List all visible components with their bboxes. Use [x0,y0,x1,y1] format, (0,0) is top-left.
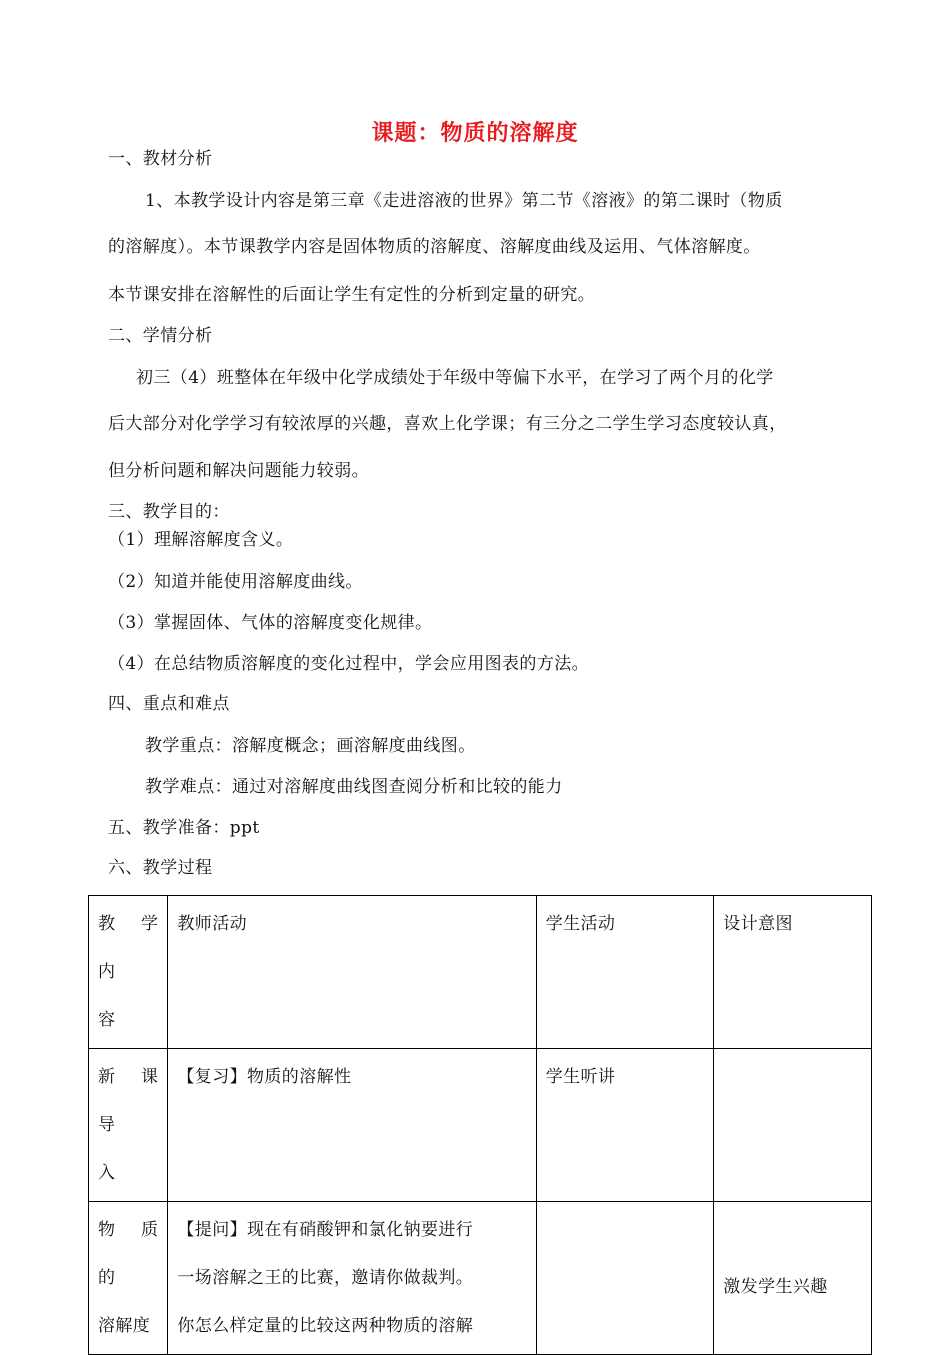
section-heading-process: 六、教学过程 [108,858,213,878]
page-title: 课题：物质的溶解度 [371,121,579,146]
table-row [89,1049,872,1202]
goal-item: （4）在总结物质溶解度的变化过程中，学会应用图表的方法。 [108,654,590,674]
table-row [89,1202,872,1355]
header-content-a: 教 学 内 [98,914,159,982]
difficulty-point: 教学难点：通过对溶解度曲线图查阅分析和比较的能力 [145,777,563,797]
section-heading-keypoints: 四、重点和难点 [108,694,230,714]
paragraph-line: 本节课安排在溶解性的后面让学生有定性的分析到定量的研究。 [108,285,596,305]
goal-item: （3）掌握固体、气体的溶解度变化规律。 [108,613,433,633]
table-cell [536,1049,714,1202]
header-teacher: 教师活动 [177,914,247,934]
row-content-a: 新 课 导 [98,1067,159,1135]
paragraph-line: 但分析问题和解决问题能力较弱。 [108,461,369,481]
table-header-row [89,896,872,1049]
table-cell [536,896,714,1049]
row-teacher: 【复习】物质的溶解性 [177,1067,352,1087]
goal-item: （2）知道并能使用溶解度曲线。 [108,572,363,592]
table-cell [168,896,536,1049]
row-teacher-line: 一场溶解之王的比赛，邀请你做裁判。 [177,1268,474,1288]
paragraph-line: 的溶解度）。本节课教学内容是固体物质的溶解度、溶解度曲线及运用、气体溶解度。 [108,237,761,257]
table-cell [89,1049,168,1202]
table-cell [89,896,168,1049]
row-intent: 激发学生兴趣 [723,1277,828,1297]
header-student: 学生活动 [545,914,616,934]
header-content-b: 容 [98,1010,116,1030]
row-student: 学生听讲 [545,1067,616,1087]
row-content-b: 溶解度 [98,1316,151,1336]
paragraph-line: 初三（4）班整体在年级中化学成绩处于年级中等偏下水平，在学习了两个月的化学 [136,368,774,388]
goal-item: （1）理解溶解度含义。 [108,530,294,550]
row-teacher-line: 你怎么样定量的比较这两种物质的溶解 [177,1316,474,1336]
section-heading-preparation: 五、教学准备：ppt [108,818,260,838]
table-cell [536,1202,714,1355]
header-intent: 设计意图 [723,914,793,934]
table-cell [714,1049,872,1202]
paragraph-line: 后大部分对化学学习有较浓厚的兴趣，喜欢上化学课；有三分之二学生学习态度较认真， [108,414,787,434]
section-heading-students: 二、学情分析 [108,326,213,346]
row-teacher-line: 【提问】现在有硝酸钾和氯化钠要进行 [177,1220,474,1240]
table-cell [714,1202,872,1355]
section-heading-goals: 三、教学目的： [108,502,230,522]
section-heading-analysis: 一、教材分析 [108,149,213,169]
table-cell [89,1202,168,1355]
table-cell [168,1049,536,1202]
teaching-process-table [88,895,872,1355]
key-point: 教学重点：溶解度概念；画溶解度曲线图。 [145,736,476,756]
row-content-b: 入 [98,1163,116,1183]
paragraph-line: 1、本教学设计内容是第三章《走进溶液的世界》第二节《溶液》的第二课时（物质 [145,191,783,211]
table-cell [168,1202,536,1355]
row-content-a: 物 质 的 [98,1220,159,1288]
table-cell [714,896,872,1049]
